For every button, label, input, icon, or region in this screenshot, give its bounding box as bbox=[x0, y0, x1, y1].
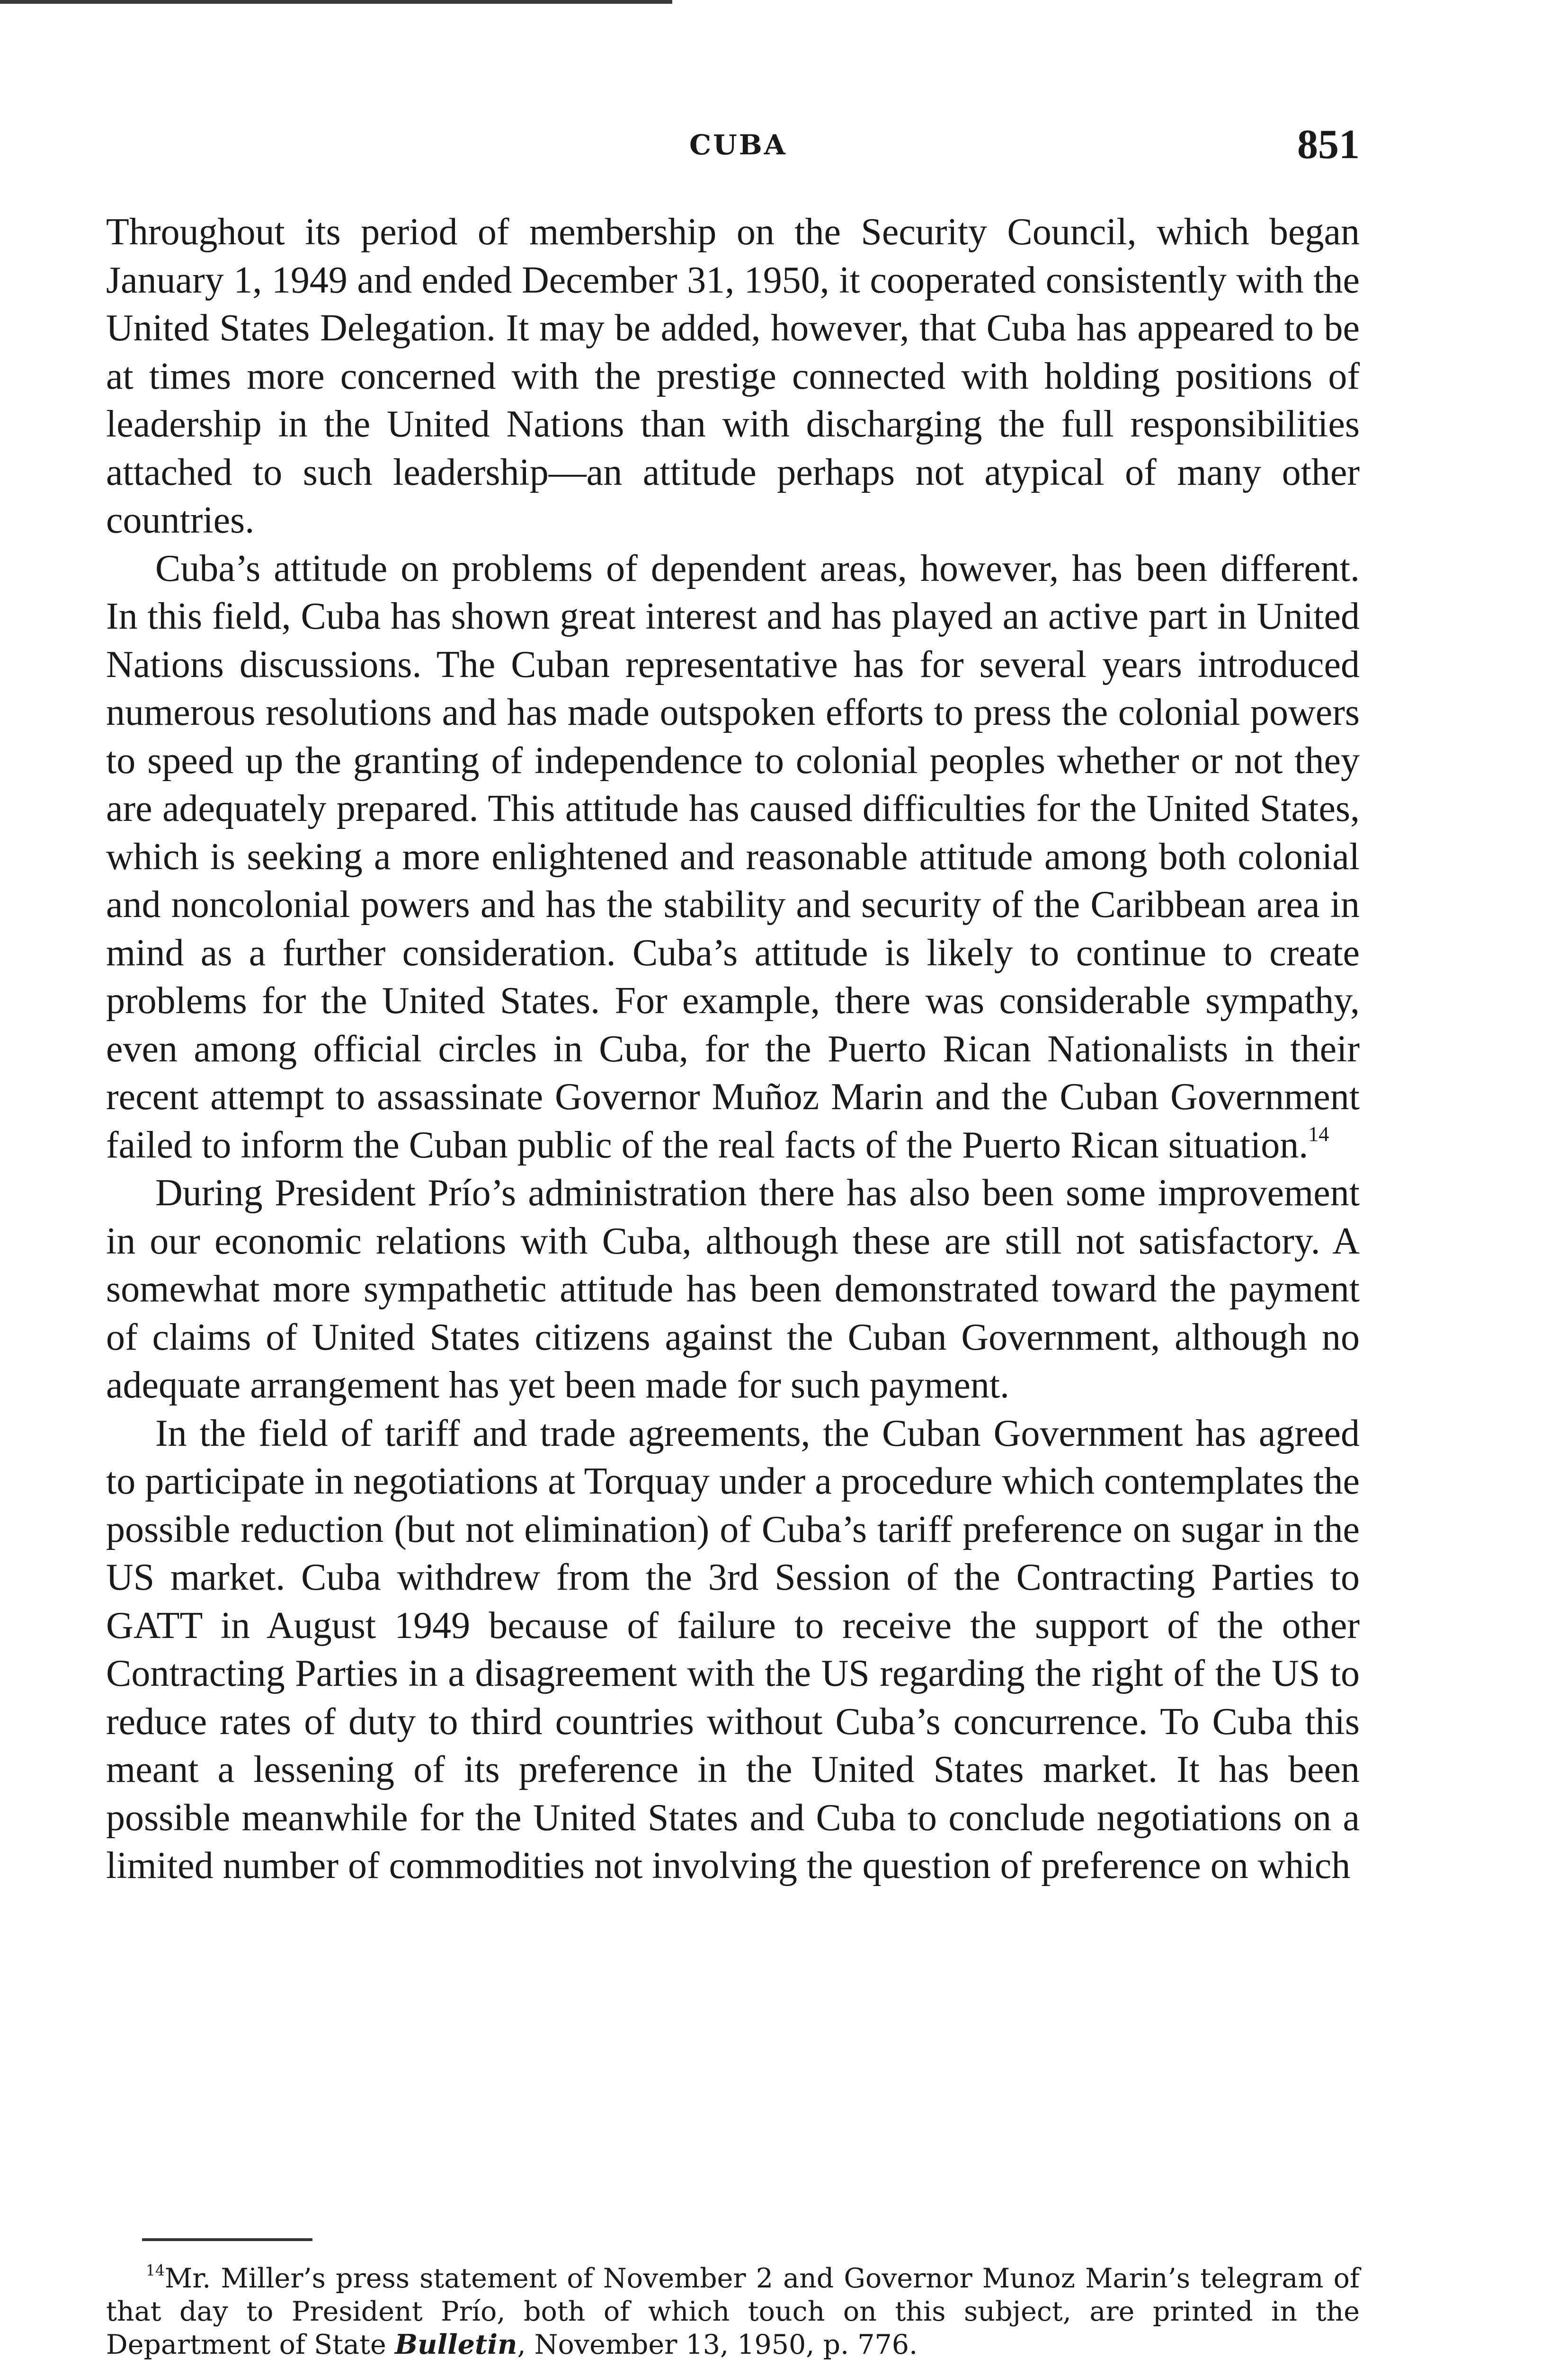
top-rule bbox=[0, 0, 672, 4]
footnote-ref-14[interactable]: 14 bbox=[1308, 1122, 1329, 1146]
footnote-rule bbox=[142, 2238, 312, 2241]
footnote-text-after: , November 13, 1950, p. 776. bbox=[517, 2329, 918, 2360]
page-number: 851 bbox=[1297, 122, 1360, 168]
footnote-marker: 14 bbox=[146, 2262, 165, 2279]
paragraph-4: In the field of tariff and trade agreements, the Cuban Government has agreed to participate in negotiations at Torquay under a procedure which contemplates the possible reduction (but not elimination) of Cuba’s tariff preference on sugar in the US market. Cuba withdrew from the 3rd Session of the Contracting Parties to GATT in August 1949 because of failure to receive the support of the other Contracting Parties in a disagreement with the US regarding the right of the US to reduce rates of duty to third countries without Cuba’s concurrence. To Cuba this meant a lessening of its preference in the United States market. It has been possible meanwhile for the United States and Cuba to conclude negotiations on a limited number of commodities not involving the question of preference on which bbox=[106, 1412, 1360, 1886]
paragraph-1: Throughout its period of membership on the Security Council, which began January 1, 1949 and ended December 31, 1950, it cooperated consistently with the United States Delegation. It may be added, however, that Cuba has appeared to be at times more concerned with the prestige connected with holding positions of leadership in the United Nations than with discharging the full responsibilities attached to such leadership—an attitude perhaps not atypical of many other countries. bbox=[106, 211, 1360, 541]
running-head: CUBA bbox=[689, 129, 787, 161]
paragraph-2-text: Cuba’s attitude on problems of dependent areas, however, has been different. In this field, Cuba has shown great interest and has played an active part in United Nations discussions. The Cuban representative has for several years introduced numerous resolutions and has made outspoken efforts to press the colonial powers to speed up the granting of independence to colonial peoples whether or not they are adequately prepared. This attitude has caused difficulties for the United States, which is seeking a more enlightened and reasonable attitude among both colonial and noncolonial powers and has the stability and security of the Caribbean area in mind as a further consideration. Cuba’s attitude is likely to continue to create problems for the United States. For example, there was considerable sympathy, even among official circles in Cuba, for the Puerto Rican Nationalists in their recent attempt to assassinate Governor Muñoz Marin and the Cuban Government failed to inform the Cuban public of the real facts of the Puerto Rican situation. bbox=[106, 547, 1360, 1166]
footnote-14 bbox=[106, 2262, 1360, 2361]
paragraph-2 bbox=[106, 545, 1360, 1170]
footnotes bbox=[106, 2262, 1360, 2361]
paragraph-3: During President Prío’s administration there has also been some improvement in our economic relations with Cuba, although these are still not satisfactory. A somewhat more sympathetic attitude has been demonstrated toward the payment of claims of United States citizens against the Cuban Government, although no adequate arrangement has yet been made for such payment. bbox=[106, 1172, 1360, 1406]
footnote-publication: Bulletin bbox=[394, 2329, 517, 2360]
body-text bbox=[106, 208, 1360, 1890]
footnote-text-before: Mr. Miller’s press statement of November 2 and Governor Munoz Marin’s telegram of that day to President Prío, both of which touch on this subject, are printed in the Department of State bbox=[106, 2263, 1360, 2360]
